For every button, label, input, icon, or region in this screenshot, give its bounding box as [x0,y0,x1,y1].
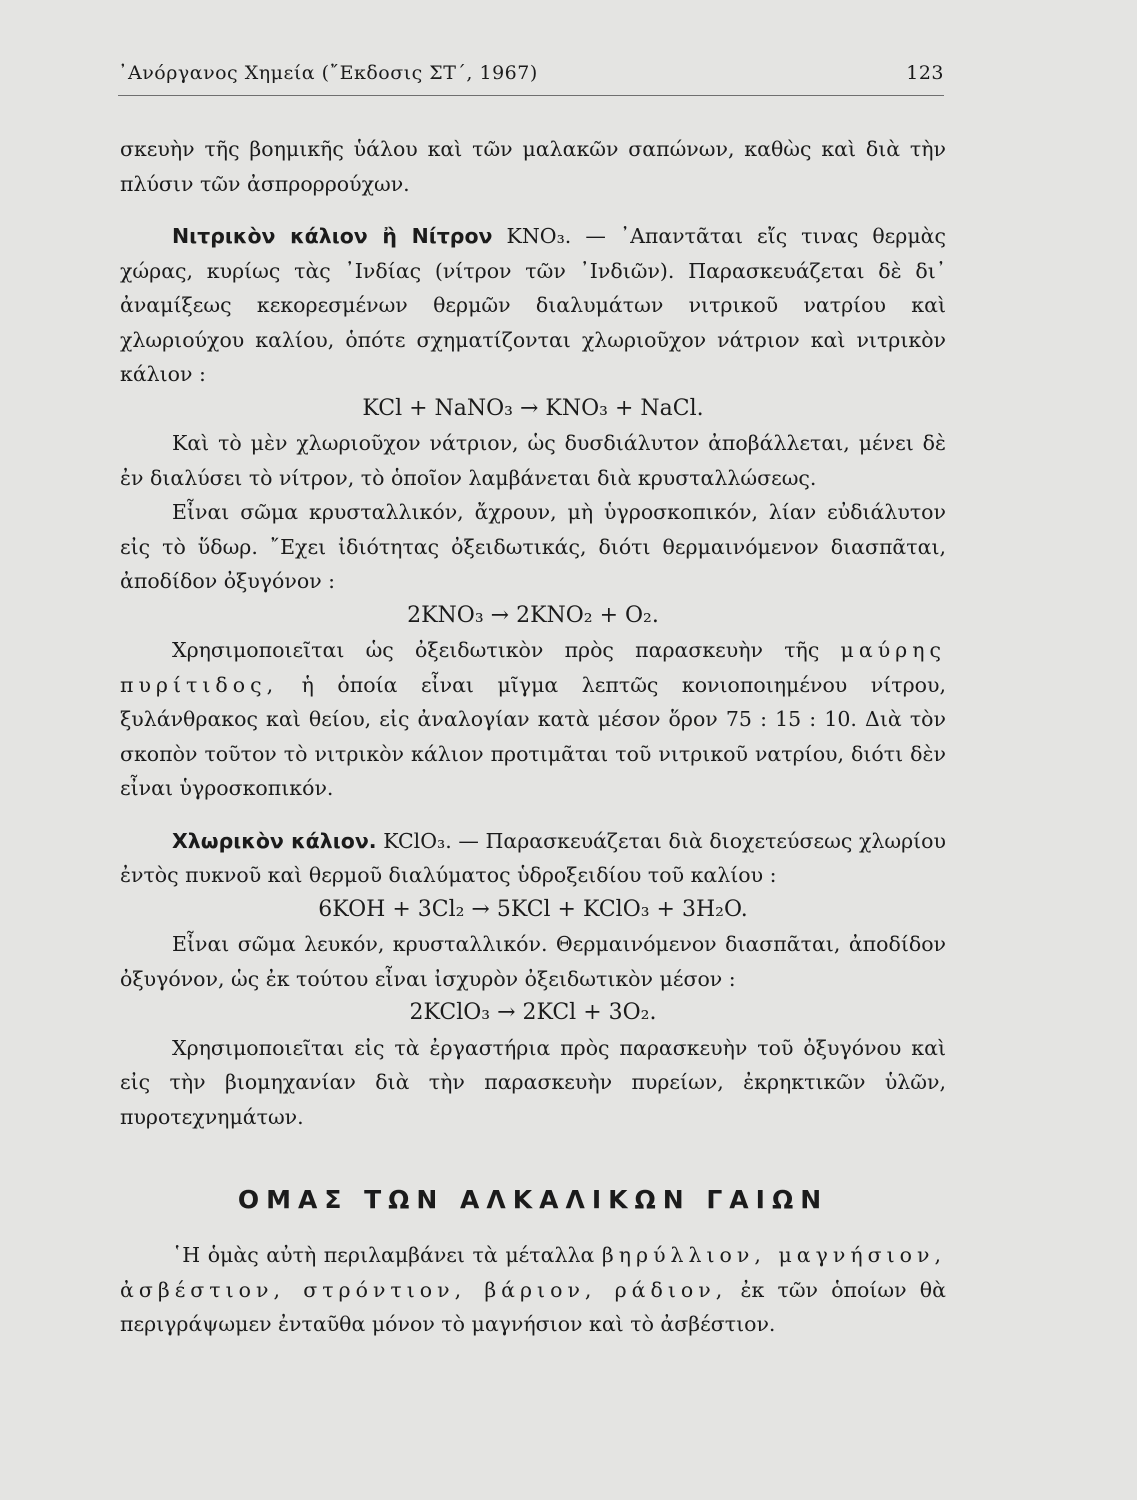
page-number: 123 [906,62,944,84]
section-paragraph [120,1238,946,1342]
chlorate-equation-1: 6KOH + 3Cl₂ → 5KCl + KClO₃ + 3H₂O. [318,896,748,922]
nitron-heading: Νιτρικὸν κάλιον ἢ Νίτρον [172,224,493,248]
intro-paragraph: σκευὴν τῆς βοημικῆς ὑάλου καὶ τῶν μαλακῶν σαπώνων, καθὼς καὶ διὰ τὴν πλύσιν τῶν ἀσπρορρούχων. [120,137,946,196]
page-body [120,132,946,1342]
book-title: ᾿Ανόργανος Χημεία (῎Εκδοσις ΣΤ΄, 1967) [118,62,538,84]
nitron-paragraph-3: Εἶναι σῶμα κρυσταλλικόν, ἄχρουν, μὴ ὑγροσκοπικόν, λίαν εὐδιάλυτον εἰς τὸ ὕδωρ. ῎Εχει ἰδιότητας ὀξειδωτικάς, διότι θερμαινόμενον διασπᾶται, ἀποδίδον ὀξυγόνον : [120,500,946,593]
running-header [118,62,944,88]
chlorate-equation-2: 2KClO₃ → 2KCl + 3O₂. [409,1000,657,1025]
nitron-formula: KNO₃. [506,224,572,248]
chlorate-heading: Χλωρικὸν κάλιον. [172,828,377,853]
chlorate-paragraph-1 [120,824,946,893]
nitron-paragraph-1 [120,219,946,392]
section-text-a: ῾Η ὁμὰς αὐτὴ περιλαμβάνει τὰ μέταλλα [172,1243,595,1267]
chlorate-paragraph-3: Χρησιμοποιεῖται εἰς τὰ ἐργαστήρια πρὸς παρασκευὴν τοῦ ὀξυγόνου καὶ εἰς τὴν βιομηχανίαν διὰ τὴν παρασκευὴν πυρείων, ἐκρηκτικῶν ὑλῶν, πυροτεχνημάτων. [120,1035,946,1129]
header-rule [118,95,944,96]
nitron-paragraph-4 [120,633,946,806]
nitron-equation-1: KCl + NaNO₃ → KNO₃ + NaCl. [362,395,704,421]
black-powder-term: μαύρης πυρίτιδος, [120,638,946,697]
nitron-equation-2: 2KNO₃ → 2KNO₂ + O₂. [407,602,659,628]
nitron-text-4c: ἡ ὁποία εἶναι μῖγμα λεπτῶς κονιοποιημένου νίτρου, ξυλάνθρακος καὶ θείου, εἰς ἀναλογίαν κατὰ μέσον ὅρον 75 : 15 : 10. Διὰ τὸν σκοπὸν τοῦτον τὸ νιτρικὸν κάλιον προτιμᾶται τοῦ νιτρικοῦ νατρίου, διότι δὲν εἶναι ὑγροσκοπικόν. [120,672,946,800]
chlorate-formula: KClO₃. [383,828,452,853]
nitron-text-4a: Χρησιμοποιεῖται ὡς ὀξειδωτικὸν πρὸς παρασκευὴν τῆς [172,638,820,662]
section-text-c: ἐκ τῶν ὁποίων θὰ περιγράψωμεν ἐνταῦθα μόνον τὸ μαγνήσιον καὶ τὸ ἀσβέστιον. [120,1277,946,1336]
chlorate-text-1: — Παρασκευάζεται διὰ διοχετεύσεως χλωρίου ἐντὸς πυκνοῦ καὶ θερμοῦ διαλύματος ὑδροξειδίου τοῦ καλίου : [120,828,946,887]
section-heading: ΟΜΑΣ ΤΩΝ ΑΛΚΑΛΙΚΩΝ ΓΑΙΩΝ [237,1185,829,1214]
nitron-text-1: — ᾿Απαντᾶται εἴς τινας θερμὰς χώρας, κυρίως τὰς ᾿Ινδίας (νίτρον τῶν ᾿Ινδιῶν). Παρασκευάζεται δὲ δι᾿ ἀναμίξεως κεκορεσμένων θερμῶν διαλυμάτων νιτρικοῦ νατρίου καὶ χλωριούχου καλίου, ὁπότε σχηματίζονται χλωριοῦχον νάτριον καὶ νιτρικὸν κάλιον : [120,224,946,386]
metals-list: βηρύλλιον, μαγνήσιον, ἀσβέστιον, στρόντιον, βάριον, ράδιον, [120,1243,946,1302]
chlorate-paragraph-2: Εἶναι σῶμα λευκόν, κρυσταλλικόν. Θερμαινόμενον διασπᾶται, ἀποδίδον ὀξυγόνον, ὡς ἐκ τούτου εἶναι ἰσχυρὸν ὀξειδωτικὸν μέσον : [120,932,946,991]
nitron-paragraph-2: Καὶ τὸ μὲν χλωριοῦχον νάτριον, ὡς δυσδιάλυτον ἀποβάλλεται, μένει δὲ ἐν διαλύσει τὸ νίτρον, τὸ ὁποῖον λαμβάνεται διὰ κρυσταλλώσεως. [120,431,946,490]
